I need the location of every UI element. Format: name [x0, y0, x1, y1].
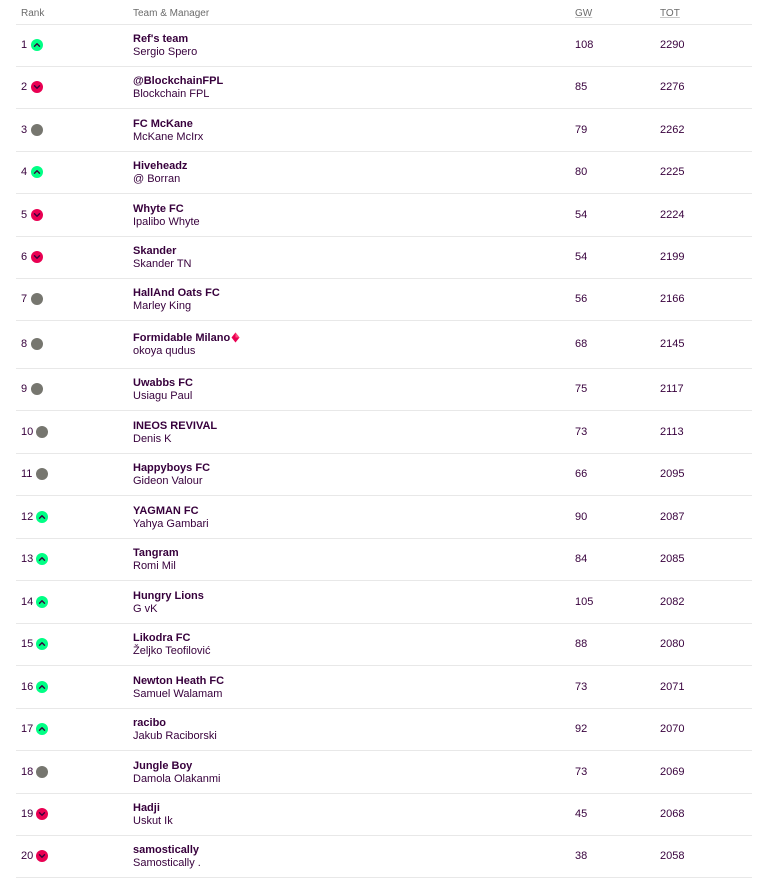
table-header	[16, 0, 752, 25]
table-row[interactable]	[16, 279, 752, 321]
rank-up-icon	[31, 166, 43, 178]
team-name-link[interactable]	[133, 505, 199, 517]
total-points: 2087	[660, 511, 685, 523]
team-name-link[interactable]	[133, 675, 224, 687]
manager-name: Denis K	[133, 433, 172, 445]
gw-points: 66	[575, 468, 588, 480]
team-name: Happyboys FC	[133, 462, 211, 474]
team-name: Whyte FC	[133, 203, 184, 215]
team-name: FC McKane	[133, 118, 193, 130]
rank-up-icon	[36, 638, 48, 650]
gw-points: 90	[575, 511, 588, 523]
rank-up-icon	[36, 511, 48, 523]
rank-up-icon	[36, 553, 48, 565]
total-points: 2225	[660, 166, 685, 178]
team-name-link[interactable]	[133, 377, 193, 389]
team-name-link[interactable]	[133, 203, 184, 215]
diamond-icon	[231, 332, 240, 343]
gw-points: 88	[575, 638, 588, 650]
gw-points: 75	[575, 383, 588, 395]
table-row[interactable]	[16, 25, 752, 67]
team-name-link[interactable]	[133, 717, 166, 729]
team-name-link[interactable]	[133, 844, 199, 856]
manager-name: Marley King	[133, 300, 192, 312]
manager-name: Gideon Valour	[133, 475, 203, 487]
rank-same-icon	[36, 426, 48, 438]
team-name-link[interactable]	[133, 287, 220, 299]
gw-points: 73	[575, 681, 588, 693]
gw-points: 80	[575, 166, 588, 178]
team-name-link[interactable]	[133, 462, 210, 474]
team-name-link[interactable]	[133, 632, 190, 644]
team-name-link[interactable]	[133, 33, 188, 45]
gw-points: 79	[575, 124, 588, 136]
manager-name: McKane McIrx	[133, 131, 204, 143]
team-name-link[interactable]	[133, 160, 187, 172]
team-name: Likodra FC	[133, 632, 191, 644]
team-name: Jungle Boy	[133, 760, 193, 772]
manager-name: Skander TN	[133, 258, 192, 270]
rank-number: 18	[21, 766, 34, 778]
total-points: 2290	[660, 39, 685, 51]
rank-number: 19	[21, 808, 34, 820]
total-points: 2224	[660, 209, 685, 221]
table-row[interactable]	[16, 237, 752, 279]
rank-number: 10	[21, 426, 34, 438]
total-points: 2085	[660, 553, 685, 565]
rank-number: 2	[21, 81, 28, 93]
team-name: @BlockchainFPL	[133, 75, 224, 87]
team-name: INEOS REVIVAL	[133, 420, 218, 432]
manager-name: Usiagu Paul	[133, 390, 193, 402]
rank-number: 1	[21, 39, 28, 51]
rank-number: 17	[21, 723, 34, 735]
total-points: 2095	[660, 468, 685, 480]
gw-header[interactable]: GW	[575, 8, 593, 19]
manager-name: Sergio Spero	[133, 46, 198, 58]
manager-name: Ipalibo Whyte	[133, 216, 200, 228]
rank-up-icon	[36, 596, 48, 608]
gw-points: 92	[575, 723, 588, 735]
manager-name: Jakub Raciborski	[133, 730, 217, 742]
rank-number: 9	[21, 383, 28, 395]
team-name-link[interactable]	[133, 118, 193, 130]
table-row[interactable]	[16, 666, 752, 709]
manager-name: Samuel Walamam	[133, 688, 223, 700]
total-points: 2113	[660, 426, 684, 438]
table-row[interactable]	[16, 794, 752, 836]
table-row[interactable]	[16, 194, 752, 237]
rank-number: 7	[21, 293, 28, 305]
manager-name: Romi Mil	[133, 560, 176, 572]
table-row[interactable]	[16, 109, 752, 152]
gw-points: 38	[575, 850, 588, 862]
rank-header: Rank	[21, 8, 45, 19]
table-row[interactable]	[16, 709, 752, 751]
total-points: 2262	[660, 124, 685, 136]
manager-name: Blockchain FPL	[133, 88, 210, 100]
team-name-link[interactable]	[133, 245, 176, 257]
team-name: Formidable Milano	[133, 332, 231, 344]
total-points: 2199	[660, 251, 685, 263]
rank-up-icon	[36, 723, 48, 735]
team-name: Hungry Lions	[133, 590, 204, 602]
manager-name: Uskut Ik	[133, 815, 173, 827]
rank-up-icon	[31, 39, 43, 51]
table-row[interactable]	[16, 836, 752, 878]
table-row[interactable]	[16, 67, 752, 109]
gw-points: 73	[575, 426, 588, 438]
rank-same-icon	[36, 766, 48, 778]
team-name: racibo	[133, 717, 167, 729]
gw-points: 108	[575, 39, 594, 51]
rank-up-icon	[36, 681, 48, 693]
team-name-link[interactable]	[133, 760, 192, 772]
gw-points: 68	[575, 338, 588, 350]
manager-name: G vK	[133, 603, 158, 615]
total-points: 2069	[660, 766, 685, 778]
team-name: Tangram	[133, 547, 179, 559]
rank-down-icon	[36, 850, 48, 862]
table-row[interactable]	[16, 751, 752, 794]
manager-name: Damola Olakanmi	[133, 773, 221, 785]
rank-same-icon	[31, 383, 43, 395]
total-points: 2071	[660, 681, 685, 693]
rank-number: 6	[21, 251, 28, 263]
team-name: samostically	[133, 844, 200, 856]
gw-points: 45	[575, 808, 588, 820]
rank-number: 3	[21, 124, 28, 136]
table-row[interactable]	[16, 539, 752, 581]
table-row[interactable]	[16, 321, 752, 369]
rank-same-icon	[31, 293, 43, 305]
team-name: Newton Heath FC	[133, 675, 225, 687]
total-points: 2080	[660, 638, 685, 650]
total-points: 2070	[660, 723, 685, 735]
rank-same-icon	[36, 468, 48, 480]
rank-number: 16	[21, 681, 34, 693]
gw-points: 85	[575, 81, 588, 93]
team-manager-header: Team & Manager	[133, 8, 210, 19]
total-points: 2276	[660, 81, 685, 93]
gw-points: 105	[575, 596, 594, 608]
rank-same-icon	[31, 124, 43, 136]
rank-down-icon	[31, 209, 43, 221]
total-points: 2068	[660, 808, 685, 820]
team-name-link[interactable]	[133, 420, 217, 432]
team-name-link[interactable]	[133, 75, 223, 87]
team-name-link[interactable]	[133, 547, 179, 559]
manager-name: Željko Teofilović	[133, 645, 211, 657]
rank-number: 13	[21, 553, 34, 565]
table-body	[0, 25, 768, 878]
rank-down-icon	[36, 808, 48, 820]
rank-number: 11	[21, 468, 33, 480]
gw-points: 54	[575, 251, 588, 263]
rank-number: 5	[21, 209, 28, 221]
manager-name: okoya qudus	[133, 345, 196, 357]
rank-number: 4	[21, 166, 28, 178]
total-points: 2166	[660, 293, 685, 305]
manager-name: @ Borran	[133, 173, 181, 185]
rank-down-icon	[31, 81, 43, 93]
rank-down-icon	[31, 251, 43, 263]
team-name: Skander	[133, 245, 177, 257]
rank-number: 14	[21, 596, 34, 608]
team-name: Ref's team	[133, 33, 189, 45]
team-name: HallAnd Oats FC	[133, 287, 220, 299]
team-name-link[interactable]	[133, 802, 160, 814]
gw-points: 56	[575, 293, 588, 305]
table-row[interactable]	[16, 369, 752, 411]
gw-points: 73	[575, 766, 588, 778]
table-row[interactable]	[16, 411, 752, 454]
team-name: Hiveheadz	[133, 160, 188, 172]
manager-name: Yahya Gambari	[133, 518, 209, 530]
rank-number: 20	[21, 850, 34, 862]
table-row[interactable]	[16, 152, 752, 194]
table-row[interactable]	[16, 581, 752, 624]
rank-same-icon	[31, 338, 43, 350]
team-name-link[interactable]	[133, 590, 204, 602]
total-points: 2145	[660, 338, 685, 350]
table-row[interactable]	[16, 454, 752, 496]
rank-number: 12	[21, 511, 34, 523]
gw-points: 54	[575, 209, 588, 221]
table-row[interactable]	[16, 496, 752, 539]
total-points: 2058	[660, 850, 685, 862]
total-points: 2082	[660, 596, 685, 608]
table-row[interactable]	[16, 624, 752, 666]
rank-number: 8	[21, 338, 28, 350]
team-name: Hadji	[133, 802, 160, 814]
manager-name: Samostically .	[133, 857, 201, 869]
team-name-link[interactable]	[133, 332, 240, 344]
rank-number: 15	[21, 638, 34, 650]
tot-header[interactable]: TOT	[660, 8, 680, 19]
total-points: 2117	[660, 383, 684, 395]
team-name: YAGMAN FC	[133, 505, 199, 517]
gw-points: 84	[575, 553, 588, 565]
team-name: Uwabbs FC	[133, 377, 193, 389]
